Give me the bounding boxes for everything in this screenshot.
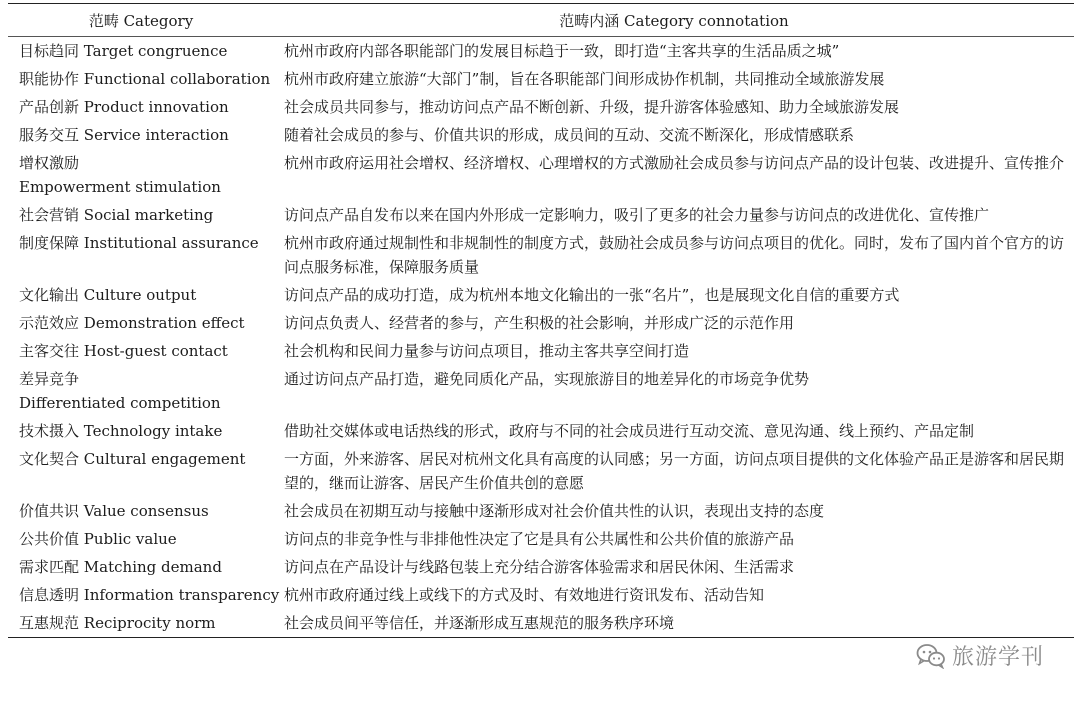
table-row <box>8 497 1074 525</box>
category-en: Service interaction <box>83 126 229 144</box>
category-cn: 职能协作 <box>19 70 80 88</box>
connotation-cell: 借助社交媒体或电话热线的形式，政府与不同的社会成员进行互动交流、意见沟通、线上预约、产品定制 <box>284 422 975 440</box>
category-cell <box>8 67 274 91</box>
category-en: Cultural engagement <box>83 450 246 468</box>
table-row <box>8 281 1074 309</box>
category-cn: 产品创新 <box>19 98 80 116</box>
watermark-label: 旅游学刊 <box>951 645 1044 670</box>
connotation-cell: 访问点负责人、经营者的参与，产生积极的社会影响，并形成广泛的示范作用 <box>284 314 795 332</box>
category-cell <box>8 123 274 147</box>
category-en: Demonstration effect <box>83 314 245 332</box>
table-row <box>8 445 1074 497</box>
category-en: Information transparency <box>83 586 280 604</box>
category-cn: 服务交互 <box>19 126 80 144</box>
table-row <box>8 609 1074 637</box>
category-cell <box>8 39 274 63</box>
table-row <box>8 37 1074 65</box>
connotation-cell: 杭州市政府通过线上或线下的方式及时、有效地进行资讯发布、活动告知 <box>284 586 765 604</box>
connotation-cell: 通过访问点产品打造，避免同质化产品，实现旅游目的地差异化的市场竞争优势 <box>284 370 810 388</box>
category-cell <box>8 555 274 579</box>
category-cell <box>8 419 274 443</box>
category-cell <box>8 527 274 551</box>
category-cell <box>8 203 274 227</box>
category-en: Technology intake <box>83 422 223 440</box>
table-row <box>8 417 1074 445</box>
category-cell <box>8 231 274 279</box>
category-en: Institutional assurance <box>83 234 259 252</box>
category-en: Differentiated competition <box>19 394 221 412</box>
category-cell <box>8 311 274 335</box>
category-cn: 技术摄入 <box>19 422 80 440</box>
table-row <box>8 309 1074 337</box>
category-cn: 文化输出 <box>19 286 80 304</box>
connotation-cell: 访问点产品自发布以来在国内外形成一定影响力，吸引了更多的社会力量参与访问点的改进优化、宣传推广 <box>284 206 990 224</box>
connotation-cell: 访问点在产品设计与线路包装上充分结合游客体验需求和居民休闲、生活需求 <box>284 558 795 576</box>
connotation-cell: 杭州市政府通过规制性和非规制性的制度方式，鼓励社会成员参与访问点项目的优化。同时，发布了国内首个官方的访问点服务标准，保障服务质量 <box>284 234 1065 276</box>
category-cn: 制度保障 <box>19 234 80 252</box>
category-en: Functional collaboration <box>83 70 271 88</box>
category-cn: 差异竞争 <box>19 370 80 388</box>
category-cn: 互惠规范 <box>19 614 80 632</box>
table-body <box>8 37 1074 637</box>
category-cn: 目标趋同 <box>19 42 80 60</box>
table-row <box>8 201 1074 229</box>
table-row <box>8 581 1074 609</box>
connotation-cell: 社会成员间平等信任，并逐渐形成互惠规范的服务秩序环境 <box>284 614 675 632</box>
category-cell <box>8 283 274 307</box>
connotation-cell: 访问点的非竞争性与非排他性决定了它是具有公共属性和公共价值的旅游产品 <box>284 530 795 548</box>
category-cell <box>8 611 274 635</box>
category-cn: 文化契合 <box>19 450 80 468</box>
connotation-cell: 一方面，外来游客、居民对杭州文化具有高度的认同感；另一方面，访问点项目提供的文化体验产品正是游客和居民期望的，继而让游客、居民产生价值共创的意愿 <box>284 450 1065 492</box>
header-connotation: 范畴内涵 Category connotation <box>559 11 789 30</box>
connotation-cell: 社会机构和民间力量参与访问点项目，推动主客共享空间打造 <box>284 342 690 360</box>
category-en: Public value <box>83 530 177 548</box>
category-cn: 主客交往 <box>19 342 80 360</box>
table-row <box>8 121 1074 149</box>
category-table <box>8 3 1074 638</box>
category-cell <box>8 583 280 607</box>
category-en: Target congruence <box>83 42 228 60</box>
connotation-cell: 访问点产品的成功打造，成为杭州本地文化输出的一张“名片”，也是展现文化自信的重要方式 <box>284 286 900 304</box>
table-row <box>8 229 1074 281</box>
connotation-cell: 杭州市政府内部各职能部门的发展目标趋于一致，即打造“主客共享的生活品质之城” <box>284 42 840 60</box>
table-header <box>8 4 1074 37</box>
category-cn: 增权激励 <box>19 154 80 172</box>
category-cell <box>8 95 274 119</box>
category-cell <box>8 367 274 415</box>
connotation-cell: 随着社会成员的参与、价值共识的形成，成员间的互动、交流不断深化，形成情感联系 <box>284 126 855 144</box>
header-category: 范畴 Category <box>88 11 194 30</box>
watermark <box>910 640 1050 671</box>
category-cell <box>8 339 274 363</box>
table-row <box>8 149 1074 201</box>
category-cn: 需求匹配 <box>19 558 80 576</box>
category-en: Social marketing <box>83 206 214 224</box>
category-en: Host-guest contact <box>83 342 228 360</box>
category-en: Culture output <box>83 286 197 304</box>
table-row <box>8 365 1074 417</box>
category-en: Reciprocity norm <box>83 614 216 632</box>
connotation-cell: 杭州市政府运用社会增权、经济增权、心理增权的方式激励社会成员参与访问点产品的设计包装、改进提升、宣传推介 <box>284 154 1065 172</box>
category-cn: 价值共识 <box>19 502 80 520</box>
category-cn: 公共价值 <box>19 530 80 548</box>
category-cell <box>8 151 274 199</box>
category-en: Matching demand <box>83 558 222 576</box>
connotation-cell: 杭州市政府建立旅游“大部门”制，旨在各职能部门间形成协作机制，共同推动全域旅游发展 <box>284 70 885 88</box>
table-row <box>8 525 1074 553</box>
table-row <box>8 337 1074 365</box>
category-cell <box>8 447 274 495</box>
category-cn: 示范效应 <box>19 314 80 332</box>
category-cn: 社会营销 <box>19 206 80 224</box>
category-en: Value consensus <box>83 502 209 520</box>
category-cn: 信息透明 <box>19 586 80 604</box>
category-cell <box>8 499 274 523</box>
table-row <box>8 65 1074 93</box>
table-row <box>8 93 1074 121</box>
connotation-cell: 社会成员在初期互动与接触中逐渐形成对社会价值共性的认识，表现出支持的态度 <box>284 502 825 520</box>
category-en: Product innovation <box>83 98 229 116</box>
connotation-cell: 社会成员共同参与，推动访问点产品不断创新、升级，提升游客体验感知、助力全域旅游发展 <box>284 98 900 116</box>
wechat-icon <box>916 643 946 669</box>
category-en: Empowerment stimulation <box>19 178 221 196</box>
table-row <box>8 553 1074 581</box>
